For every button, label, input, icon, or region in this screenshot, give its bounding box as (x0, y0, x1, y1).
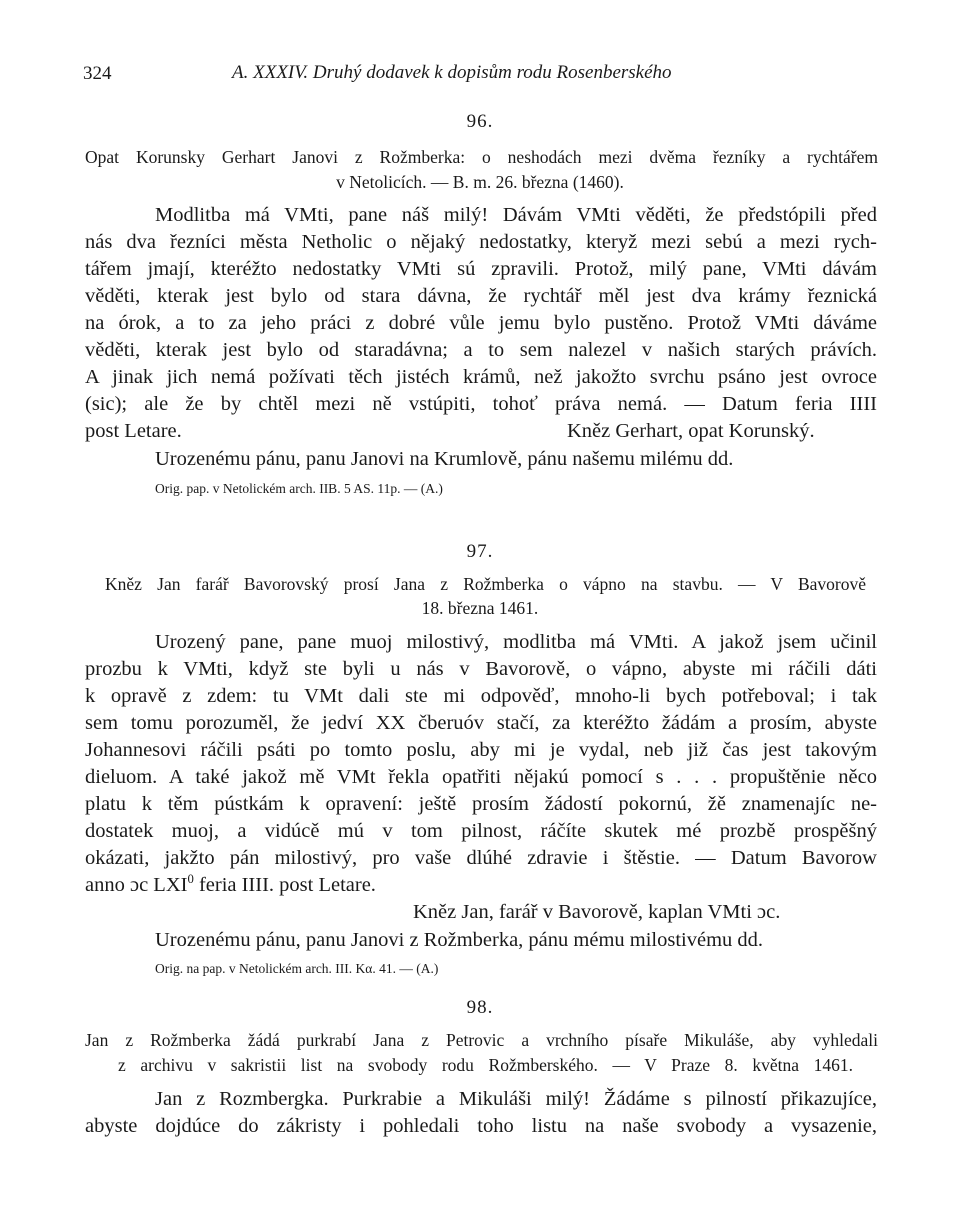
source-note: Orig. na pap. v Netolickém arch. III. Kα. 41. — (A.) (155, 961, 439, 976)
signature: Kněz Jan, farář v Bavorově, kaplan VMti ɔc. (413, 901, 781, 923)
document-number: 98. (466, 997, 494, 1018)
closing-date-superscript: 0 (187, 872, 194, 887)
source-note: Orig. pap. v Netolickém arch. IIB. 5 AS. 11p. — (A.) (155, 481, 443, 496)
document-heading-line: Jan z Rožmberka žádá purkrabí Jana z Petrovic a vrchního písaře Mikuláše, aby vyhledali (85, 1030, 878, 1050)
closing-date-tail: feria IIII. post Letare. (193, 874, 376, 896)
text-line: na órok, a to za jeho práci z dobré vůle jemu bylo pustěno. Protož VMti dáváme (85, 312, 877, 334)
running-title: A. XXXIV. Druhý dodavek k dopisům rodu Rosenberského (232, 62, 672, 83)
text-line: A jinak jich nemá požívati těch jistéch krámů, než jakožto svrchu psáno jest ovroce (85, 366, 877, 388)
text-line: (sic); ale že by chtěl mezi ně vstúpiti, tohoť práva nemá. — Datum feria IIII (85, 393, 877, 415)
address-line: Urozenému pánu, panu Janovi na Krumlově, pánu našemu milému dd. (155, 448, 734, 470)
text-line: prozbu k VMti, když ste byli u nás v Bavorově, o vápno, abyste mi ráčili dáti (85, 658, 877, 680)
text-line: dostatek muoj, a vidúcě mú v tom pilnost, ráčíte skutek mé prozbě prospěšný (85, 820, 877, 842)
text-line: k opravě z zdem: tu VMt dali ste mi odpověď, mnoho-li bych potřeboval; i tak (85, 685, 877, 707)
text-line: Johannesovi ráčili psáti po tomto poslu, aby mi je vydal, neb již čas jest takovým (85, 739, 877, 761)
signature: Kněz Gerhart, opat Korunský. (567, 420, 815, 442)
address-line: Urozenému pánu, panu Janovi z Rožmberka, pánu mému milostivému dd. (155, 929, 764, 951)
document-number: 96. (466, 111, 494, 132)
text-line: věděti, kterak jest bylo od stara dávna, že rychtář měl jest dva krámy řeznická (85, 285, 877, 307)
closing-date-text: anno ɔc LXI (85, 874, 188, 896)
document-heading-line: Opat Korunsky Gerhart Janovi z Rožmberka: o neshodách mezi dvěma řezníky a rychtářem (85, 147, 878, 167)
closing-date: post Letare. (85, 420, 182, 442)
text-line: platu k těm pústkám k opravení: ještě prosím žádostí pokornú, žě znamenajíc ne- (85, 793, 877, 815)
document-heading-line: 18. března 1461. (421, 598, 539, 618)
text-line: Modlitba má VMti, pane náš milý! Dávám VMti věděti, že předstópili před (155, 204, 877, 226)
text-line: Urozený pane, pane muoj milostivý, modlitba má VMti. A jakož jsem učinil (155, 631, 877, 653)
document-heading-line: v Netolicích. — B. m. 26. března (1460). (336, 172, 624, 192)
closing-date (85, 874, 376, 897)
text-line: abyste dojdúce do zákristy i pohledali toho listu na naše svobody a vysazenie, (85, 1115, 877, 1137)
text-line: sem tomu porozuměl, že jedví XX čberuóv stačí, za kteréžto žádám a prosím, abyste (85, 712, 877, 734)
text-line: Jan z Rozmbergka. Purkrabie a Mikuláši milý! Žádáme s pilností přikazujíce, (155, 1088, 877, 1110)
document-heading-line: z archivu v sakristii list na svobody rodu Rožmberského. — V Praze 8. května 1461. (118, 1055, 853, 1075)
text-line: věděti, kterak jest bylo od staradávna; a to sem nalezel v našich starých právích. (85, 339, 877, 361)
document-number: 97. (466, 541, 494, 562)
document-heading-line: Kněz Jan farář Bavorovský prosí Jana z Rožmberka o vápno na stavbu. — V Bavorově (105, 574, 866, 594)
text-line: tářem jmají, kteréžto nedostatky VMti sú zpravili. Protož, milý pane, VMti dávám (85, 258, 877, 280)
text-line: dieluom. A také jakož mě VMt řekla opatřiti nějakú pomocí s . . . propuštěnie něco (85, 766, 877, 788)
text-line: nás dva řezníci města Netholic o nějaký nedostatky, kteryž mezi sebú a mezi rych- (85, 231, 877, 253)
page-number: 324 (83, 63, 112, 84)
text-line: okázati, jakžto pán milostivý, pro vaše dlúhé zdravie i štěstie. — Datum Bavorow (85, 847, 877, 869)
